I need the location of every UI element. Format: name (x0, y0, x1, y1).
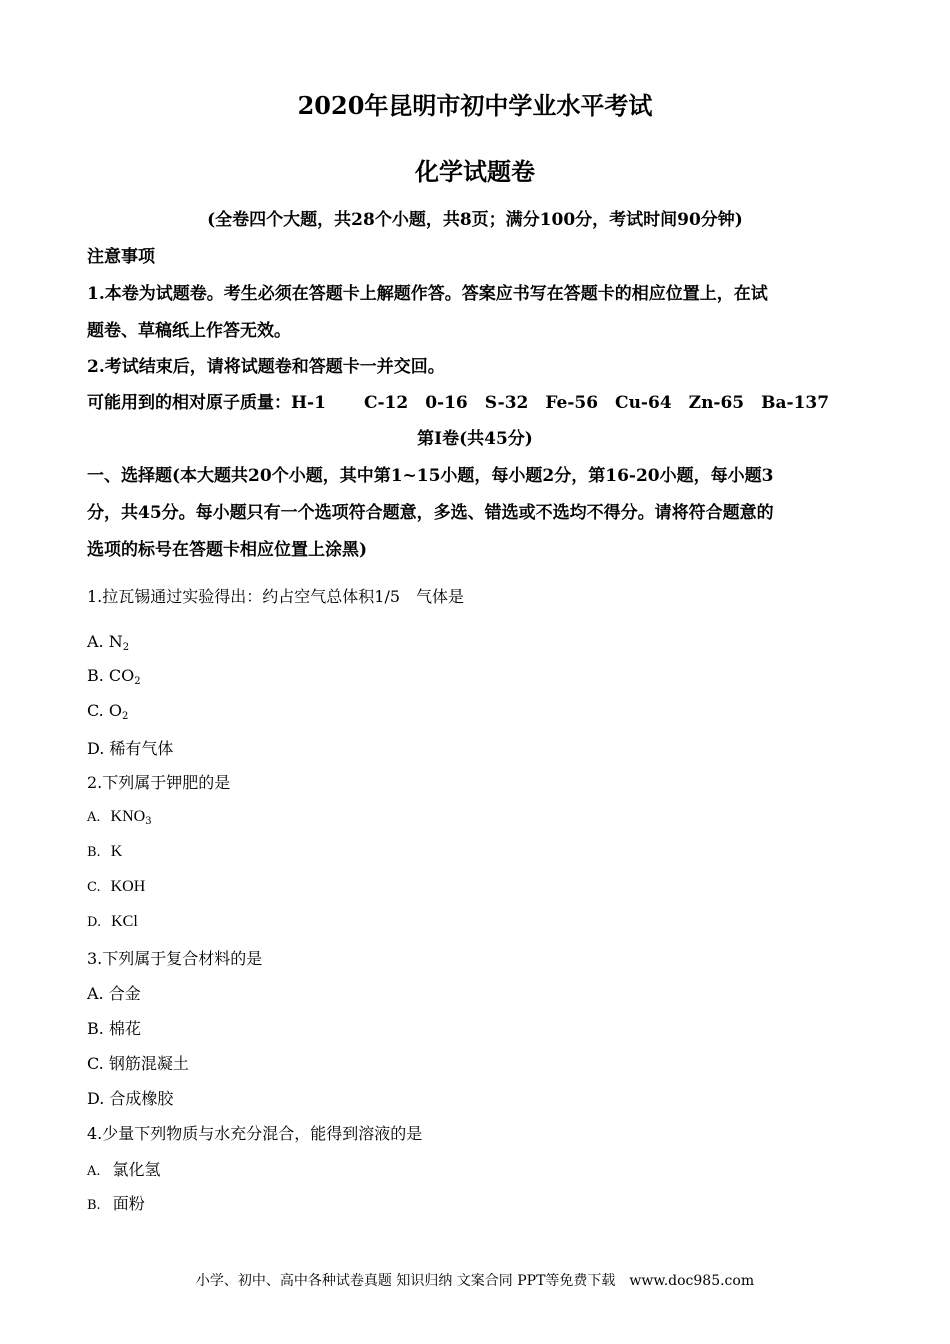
question-3-option-d: D. 合成橡胶 (87, 1089, 174, 1108)
option-text: 面粉 (112, 1194, 145, 1213)
question-3-option-b: B. 棉花 (87, 1019, 141, 1038)
subscript: 2 (122, 642, 130, 653)
option-text: 氯化氢 (112, 1160, 161, 1179)
question-3-option-c: C. 钢筋混凝土 (87, 1054, 189, 1073)
question-1-option-c (87, 701, 128, 722)
option-letter: A. (87, 1164, 101, 1179)
atomic-mass-label: 可能用到的相对原子质量： (87, 393, 291, 413)
notes-heading: 注意事项 (87, 247, 155, 267)
atomic-mass-s: S-32 (484, 393, 529, 413)
question-4-stem: 4.少量下列物质与水充分混合，能得到溶液的是 (87, 1124, 423, 1143)
question-2-stem: 2.下列属于钾肥的是 (87, 773, 231, 792)
question-1-option-b (87, 666, 141, 687)
page-footer: 小学、初中、高中各种试卷真题 知识归纳 文案合同 PPT等免费下载 www.doc985.com (195, 1273, 755, 1289)
question-2-option-a (87, 806, 152, 827)
option-text: KNO (110, 808, 146, 825)
question-2-option-d (87, 911, 138, 931)
section-instruction-2: 分，共45分。每小题只有一个选项符合题意，多选、错选或不选均不得分。请将符合题意的 (87, 503, 774, 523)
section-instruction-3: 选项的标号在答题卡相应位置上涂黑) (87, 540, 368, 560)
part-title: 第Ⅰ卷(共45分) (417, 429, 533, 449)
question-1-stem: 1.拉瓦锡通过实验得出：约占空气总体积1/5 气体是 (87, 587, 465, 606)
question-1-option-a (87, 632, 129, 653)
note-line-2: 2.考试结束后，请将试题卷和答题卡一并交回。 (87, 357, 445, 377)
atomic-mass-h: H-1 (291, 393, 326, 413)
atomic-mass-zn: Zn-65 (688, 393, 745, 413)
atomic-mass-fe: Fe-56 (545, 393, 599, 413)
note-line-1a: 1.本卷为试题卷。考生必须在答题卡上解题作答。答案应书写在答题卡的相应位置上，在试 (87, 284, 768, 304)
option-text: K (110, 843, 123, 860)
atomic-mass-line (87, 388, 829, 413)
option-text: KOH (110, 878, 146, 895)
option-letter: A. (87, 810, 101, 825)
subscript: 2 (134, 676, 141, 687)
subscript: 3 (145, 816, 152, 827)
option-label: A. N (87, 632, 123, 651)
atomic-mass-o: 0-16 (425, 393, 468, 413)
option-letter: B. (87, 845, 101, 860)
atomic-mass-c: C-12 (363, 393, 409, 413)
question-1-option-d: D. 稀有气体 (87, 739, 174, 758)
option-letter: D. (87, 915, 102, 930)
option-label: C. O (87, 701, 122, 720)
question-4-option-a (87, 1157, 161, 1180)
subscript: 2 (121, 711, 129, 722)
atomic-mass-ba: Ba-137 (761, 393, 830, 413)
option-text: KCl (111, 913, 138, 930)
page-title: 2020年昆明市初中学业水平考试 (297, 91, 653, 120)
question-2-option-b (87, 841, 122, 861)
question-3-option-a: A. 合金 (87, 984, 141, 1003)
option-label: B. CO (87, 666, 135, 685)
option-letter: C. (87, 880, 101, 895)
question-4-option-b (87, 1191, 145, 1214)
page-subtitle: 化学试题卷 (415, 157, 535, 186)
option-letter: B. (87, 1198, 101, 1213)
question-2-option-c (87, 876, 145, 896)
section-instruction-1: 一、选择题(本大题共20个小题，其中第1~15小题，每小题2分，第16-20小题，每小题3 (87, 466, 774, 486)
atomic-mass-cu: Cu-64 (615, 393, 672, 413)
note-line-1b: 题卷、草稿纸上作答无效。 (87, 321, 291, 341)
question-3-stem: 3.下列属于复合材料的是 (87, 949, 263, 968)
exam-info: (全卷四个大题，共28个小题，共8页；满分100分，考试时间90分钟) (207, 210, 743, 230)
